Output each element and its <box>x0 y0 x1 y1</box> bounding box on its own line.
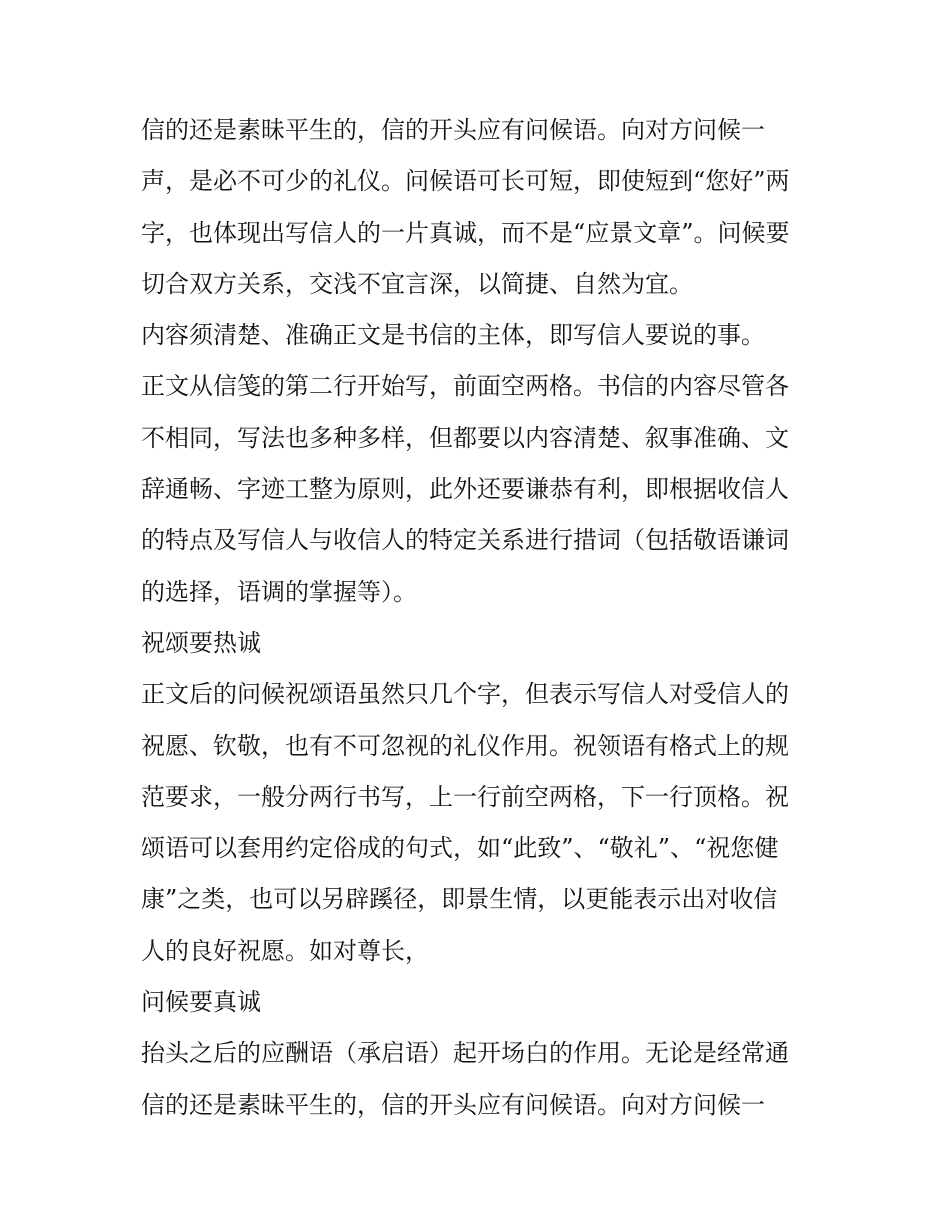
text-line: 人的良好祝愿。如对尊长， <box>141 936 429 965</box>
document-body <box>141 105 821 1131</box>
text-line: 不相同，写法也多种多样，但都要以内容清楚、叙事准确、文 <box>141 423 789 452</box>
text-line: 祝愿、钦敬，也有不可忽视的礼仪作用。祝领语有格式上的规 <box>141 731 789 760</box>
text-line: 的选择，语调的掌握等）。 <box>141 577 417 606</box>
text-line: 信的还是素昧平生的，信的开头应有问候语。向对方问候一 <box>141 116 765 144</box>
text-line: 颂语可以套用约定俗成的句式，如“此致”、“敬礼”、“祝您健 <box>141 834 779 863</box>
text-line: 辞通畅、字迹工整为原则，此外还要谦恭有利，即根据收信人 <box>141 475 789 504</box>
text-line: 康”之类，也可以另辟蹊径，即景生情，以更能表示出对收信 <box>141 885 778 914</box>
text-line: 正文后的问候祝颂语虽然只几个字，但表示写信人对受信人的 <box>141 680 789 709</box>
section-heading: 祝颂要热诚 <box>141 628 261 657</box>
text-line: 抬头之后的应酬语（承启语）起开场白的作用。无论是经常通 <box>141 1039 789 1068</box>
text-line: 字，也体现出写信人的一片真诚，而不是“应景文章”。问候要 <box>141 218 790 247</box>
text-line: 切合双方关系，交浅不宜言深，以简捷、自然为宜。 <box>141 269 693 298</box>
text-line: 内容须清楚、准确正文是书信的主体，即写信人要说的事。 <box>141 321 765 350</box>
text-line: 信的还是素昧平生的，信的开头应有问候语。向对方问候一 <box>141 1090 765 1119</box>
text-line: 声，是必不可少的礼仪。问候语可长可短，即使短到“您好”两 <box>141 167 790 196</box>
text-line: 正文从信笺的第二行开始写，前面空两格。书信的内容尽管各 <box>141 372 789 401</box>
text-line: 范要求，一般分两行书写，上一行前空两格，下一行顶格。祝 <box>141 782 789 811</box>
section-heading: 问候要真诚 <box>141 988 261 1017</box>
text-line: 的特点及写信人与收信人的特定关系进行措词（包括敬语谦词 <box>141 526 789 555</box>
